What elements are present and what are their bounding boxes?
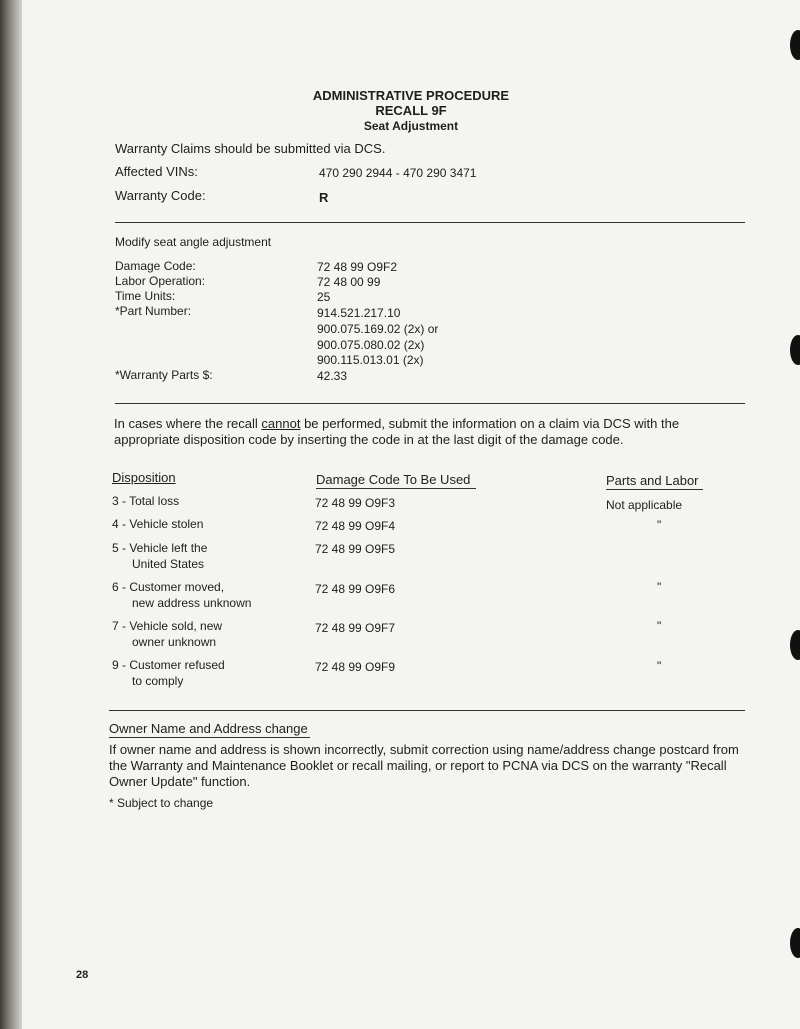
- binder-hole: [790, 630, 800, 660]
- owner-change-heading: Owner Name and Address change: [109, 721, 308, 736]
- parts-cost-label: *Warranty Parts $:: [115, 368, 213, 382]
- header-title: ADMINISTRATIVE PROCEDURE: [312, 88, 510, 103]
- damage-code-value: 72 48 99 O9F2: [317, 260, 398, 274]
- col-header-damage-code: Damage Code To Be Used: [316, 472, 476, 489]
- row-code: 72 48 99 O9F5: [315, 542, 396, 556]
- divider: [115, 403, 745, 404]
- row-parts: ": [657, 518, 662, 532]
- binding-edge: [0, 0, 22, 1029]
- row-disposition: 9 - Customer refused: [112, 658, 225, 672]
- row-disposition: 6 - Customer moved,: [112, 580, 225, 594]
- labor-op-label: Labor Operation:: [115, 274, 206, 288]
- binder-hole: [790, 928, 800, 958]
- part-number-3: 900.075.080.02 (2x): [317, 338, 425, 352]
- time-units-value: 25: [317, 290, 331, 304]
- warranty-code-label: Warranty Code:: [115, 188, 206, 203]
- damage-code-label: Damage Code:: [115, 259, 196, 273]
- vins-label: Affected VINs:: [115, 164, 198, 179]
- binder-hole: [790, 335, 800, 365]
- row-disposition-cont: owner unknown: [132, 635, 217, 649]
- header-recall: RECALL 9F: [375, 103, 447, 118]
- vins-value: 470 290 2944 - 470 290 3471: [319, 166, 477, 180]
- warranty-code-value: R: [319, 190, 329, 205]
- divider: [115, 222, 745, 223]
- footnote: * Subject to change: [109, 796, 214, 810]
- claims-note: Warranty Claims should be submitted via DCS.: [115, 141, 386, 156]
- part-number-1: 914.521.217.10: [317, 306, 401, 320]
- row-disposition: 3 - Total loss: [112, 494, 180, 508]
- parts-cost-value: 42.33: [317, 369, 348, 383]
- row-disposition: 5 - Vehicle left the: [112, 541, 208, 555]
- row-disposition: 7 - Vehicle sold, new: [112, 619, 223, 633]
- document-page: [22, 0, 800, 1029]
- row-disposition-cont: United States: [132, 557, 205, 571]
- page-number: 28: [76, 969, 89, 981]
- part-number-label: *Part Number:: [115, 304, 192, 318]
- row-parts: ": [657, 619, 662, 633]
- row-code: 72 48 99 O9F9: [315, 660, 396, 674]
- disposition-note: [114, 416, 746, 448]
- part-number-4: 900.115.013.01 (2x): [317, 353, 424, 367]
- col-header-parts-labor: Parts and Labor: [606, 473, 703, 490]
- row-code: 72 48 99 O9F6: [315, 582, 396, 596]
- repair-heading: Modify seat angle adjustment: [115, 235, 272, 249]
- row-code: 72 48 99 O9F4: [315, 519, 396, 533]
- col-header-disposition: Disposition: [112, 470, 176, 485]
- row-parts: Not applicable: [606, 498, 683, 512]
- time-units-label: Time Units:: [115, 289, 176, 303]
- row-disposition-cont: new address unknown: [132, 596, 252, 610]
- owner-change-body: If owner name and address is shown incorrectly, submit correction using name/address change postcard from the Warranty and Maintenance Booklet or recall mailing, or report to PCNA via DCS on the warranty "Recall Owner Update" function.: [109, 742, 739, 789]
- row-code: 72 48 99 O9F7: [315, 621, 396, 635]
- note-suffix: be performed, submit the information on a claim via DCS with the appropriate disposition code by inserting the code in at the last digit of the damage code.: [114, 416, 680, 447]
- binder-hole: [790, 30, 800, 60]
- row-parts: ": [657, 659, 662, 673]
- note-prefix: In cases where the recall: [114, 416, 262, 431]
- part-number-2: 900.075.169.02 (2x) or: [317, 322, 439, 336]
- row-parts: ": [657, 580, 662, 594]
- note-emphasis: cannot: [261, 416, 301, 431]
- labor-op-value: 72 48 00 99: [317, 275, 381, 289]
- row-disposition-cont: to comply: [132, 674, 184, 688]
- row-code: 72 48 99 O9F3: [315, 496, 396, 510]
- header-subject: Seat Adjustment: [363, 119, 459, 133]
- row-disposition: 4 - Vehicle stolen: [112, 517, 204, 531]
- divider: [109, 710, 745, 711]
